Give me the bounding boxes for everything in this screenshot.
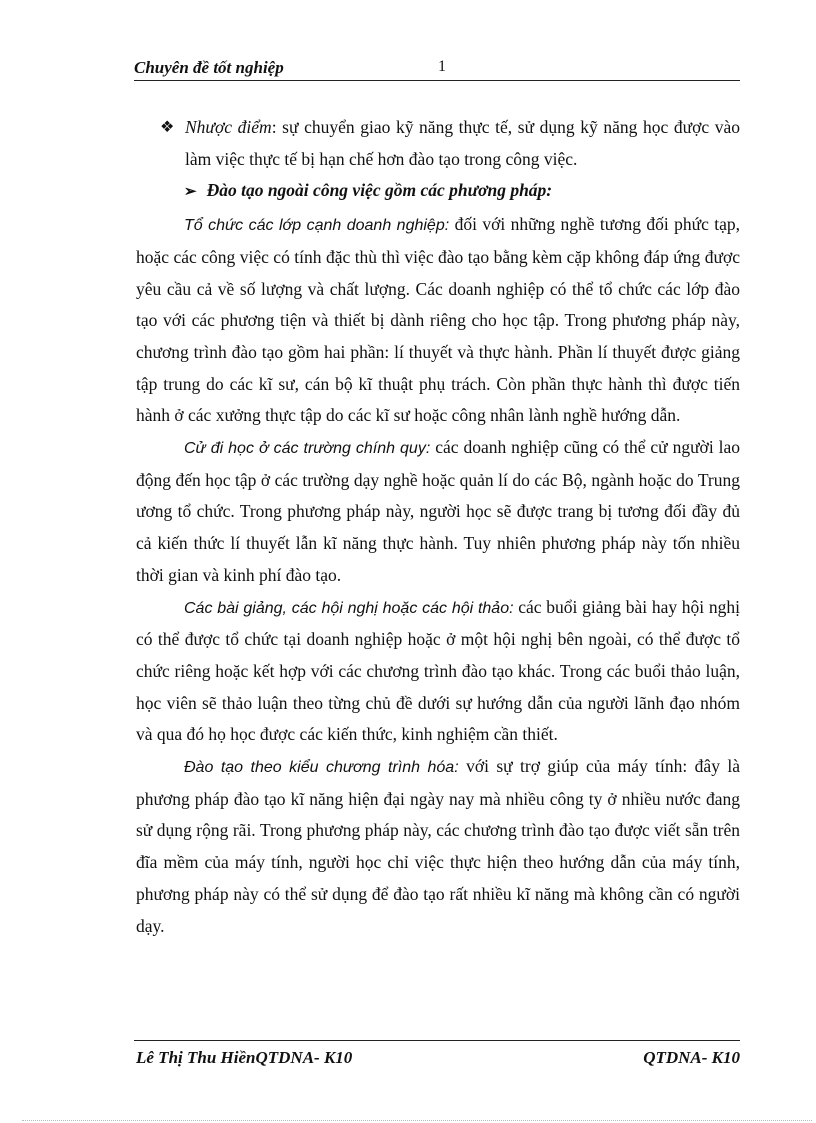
subheading-text: Đào tạo ngoài công việc gồm các phương pháp:: [206, 180, 553, 201]
paragraph-text: các doanh nghiệp cũng có thể cử người lao động đến học tập ở các trường dạy nghề hoặc quản lí do các Bộ, ngành hoặc do Trung ương tổ chức. Trong phương pháp này, người học sẽ được trang bị tương đối đầy đủ cả kiến thức lí thuyết lẫn kĩ năng thực hành. Tuy nhiên phương pháp này tốn nhiều thời gian và kinh phí đào tạo.: [136, 437, 740, 585]
footer-class-code: QTDNA- K10: [643, 1048, 740, 1067]
bullet-term: Nhược điểm: [185, 117, 272, 137]
paragraph-formal-schools: [136, 432, 740, 592]
paragraph-text: với sự trợ giúp của máy tính: đây là phương pháp đào tạo kĩ năng hiện đại ngày nay mà nhiều công ty ở nhiều nước đang sử dụng rộng rãi. Trong phương pháp này, các chương trình đào tạo được viết sẵn trên đĩa mềm của máy tính, người học chỉ việc thực hiện theo hướng dẫn của máy tính, phương pháp này có thể sử dụng để đào tạo rất nhiều kĩ năng mà không cần có người dạy.: [136, 756, 740, 936]
paragraph-lectures-conferences: [136, 592, 740, 752]
document-title: Chuyên đề tốt nghiệp: [134, 58, 284, 77]
footer-author: Lê Thị Thu HiềnQTDNA- K10: [136, 1048, 353, 1067]
diamond-bullet-icon: ❖: [160, 119, 175, 136]
paragraph-text: đối với những nghề tương đối phức tạp, hoặc các công việc có tính đặc thù thì việc đào tạo bằng kèm cặp không đáp ứng được yêu cầu cả về số lượng và chất lượng. Các doanh nghiệp có thể tổ chức các lớp đào tạo với các phương tiện và thiết bị dành riêng cho học tập. Trong phương pháp này, chương trình đào tạo gồm hai phần: lí thuyết và thực hành. Phần lí thuyết được giảng tập trung do các kĩ sư, cán bộ kĩ thuật phụ trách. Còn phần thực hành thì được tiến hành ở các xưởng thực tập do các kĩ sư hoặc công nhân lành nghề hướng dẫn.: [136, 214, 741, 426]
paragraph-term: Tổ chức các lớp cạnh doanh nghiệp:: [184, 217, 450, 235]
paragraph-classes-near-enterprise: [136, 209, 740, 432]
page-header: [134, 58, 740, 81]
page-number: 1: [438, 58, 446, 75]
page-footer: [134, 1040, 740, 1077]
bullet-paragraph: [136, 112, 740, 175]
page-content: [136, 112, 740, 942]
paragraph-text: các buổi giảng bài hay hội nghị có thể được tổ chức tại doanh nghiệp hoặc ở một hội nghị bên ngoài, có thể được tổ chức riêng hoặc kết hợp với các chương trình đào tạo khác. Trong các buổi thảo luận, học viên sẽ thảo luận theo từng chủ đề dưới sự hướng dẫn của người lãnh đạo nhóm và qua đó họ học được các kiến thức, kinh nghiệm cần thiết.: [136, 596, 740, 745]
paragraph-programmed-training: [136, 751, 740, 942]
paragraph-term: Cử đi học ở các trường chính quy:: [184, 440, 431, 458]
paragraph-term: Các bài giảng, các hội nghị hoặc các hội thảo:: [184, 599, 514, 617]
page-edge-divider: [22, 1120, 812, 1121]
section-subheading: [136, 175, 740, 209]
bullet-text: : sự chuyển giao kỹ năng thực tế, sử dụng kỹ năng học được vào làm việc thực tế bị hạn chế hơn đào tạo trong công việc.: [185, 117, 741, 169]
paragraph-term: Đào tạo theo kiểu chương trình hóa:: [184, 759, 459, 777]
arrow-bullet-icon: ➢: [184, 184, 197, 201]
